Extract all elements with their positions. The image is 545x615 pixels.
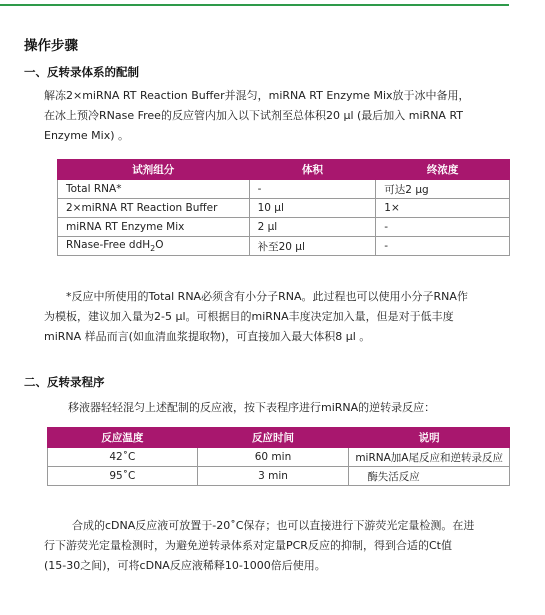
table-row bbox=[48, 448, 510, 467]
page-title: 操作步骤 bbox=[24, 38, 78, 54]
section1-title: 一、反转录体系的配制 bbox=[24, 65, 139, 79]
table-cell: 酶失活反应 bbox=[349, 467, 510, 486]
table-header-row bbox=[48, 428, 510, 448]
program-table bbox=[47, 427, 510, 486]
note-line: 为模板，建议加入量为2-5 μl。可根据目的miRNA丰度决定加入量，但是对于低丰度 bbox=[44, 310, 454, 323]
table-cell: Total RNA* bbox=[58, 180, 250, 199]
section1-note bbox=[44, 287, 524, 347]
note-line: miRNA 样品而言(如血清血浆提取物)，可直接加入最大体积8 μl 。 bbox=[44, 330, 371, 343]
table-row bbox=[58, 218, 510, 237]
table-cell: 2×miRNA RT Reaction Buffer bbox=[58, 199, 250, 218]
table-cell: - bbox=[376, 218, 510, 237]
column-header: 试剂组分 bbox=[58, 160, 250, 180]
closing-line: (15-30之间)，可将cDNA反应液稀释10-1000倍后使用。 bbox=[44, 559, 326, 572]
table-cell: 10 μl bbox=[249, 199, 376, 218]
table-row bbox=[48, 467, 510, 486]
section1-intro bbox=[44, 86, 524, 146]
table-row bbox=[58, 180, 510, 199]
closing-line: 合成的cDNA反应液可放置于-20˚C保存；也可以直接进行下游荧光定量检测。在进 bbox=[72, 519, 475, 532]
reagent-name: RNase-Free ddH bbox=[66, 238, 151, 251]
section1-intro-line: Enzyme Mix) 。 bbox=[44, 129, 130, 142]
table-cell: 1× bbox=[376, 199, 510, 218]
column-header: 反应温度 bbox=[48, 428, 198, 448]
table-cell: 2 μl bbox=[249, 218, 376, 237]
table-cell: - bbox=[376, 237, 510, 256]
table-row bbox=[58, 199, 510, 218]
table-cell: miRNA加A尾反应和逆转录反应 bbox=[349, 448, 510, 467]
subscript: 2 bbox=[150, 244, 156, 254]
section1-intro-line: 解冻2×miRNA RT Reaction Buffer并混匀，miRNA RT Enzyme Mix放于冰中备用， bbox=[44, 89, 470, 102]
table-header-row bbox=[58, 160, 510, 180]
table-cell: 95˚C bbox=[48, 467, 198, 486]
table-cell bbox=[58, 237, 250, 256]
table-row bbox=[58, 237, 510, 256]
table-cell: miRNA RT Enzyme Mix bbox=[58, 218, 250, 237]
table-cell: 60 min bbox=[197, 448, 349, 467]
top-divider bbox=[0, 4, 509, 6]
reagent-table bbox=[57, 159, 510, 256]
section2-title: 二、反转录程序 bbox=[24, 375, 105, 389]
table-cell: 3 min bbox=[197, 467, 349, 486]
closing-line: 行下游荧光定量检测时，为避免逆转录体系对定量PCR反应的抑制，得到合适的Ct值 bbox=[44, 539, 452, 552]
table-cell: 42˚C bbox=[48, 448, 198, 467]
note-line: *反应中所使用的Total RNA必须含有小分子RNA。此过程也可以使用小分子RNA作 bbox=[66, 290, 468, 303]
column-header: 说明 bbox=[349, 428, 510, 448]
column-header: 终浓度 bbox=[376, 160, 510, 180]
section2-closing bbox=[44, 516, 524, 576]
column-header: 反应时间 bbox=[197, 428, 349, 448]
section2-intro: 移液器轻轻混匀上述配制的反应液，按下表程序进行miRNA的逆转录反应： bbox=[68, 401, 436, 414]
column-header: 体积 bbox=[249, 160, 376, 180]
reagent-name-suffix: O bbox=[155, 238, 164, 251]
table-cell: 补至20 μl bbox=[249, 237, 376, 256]
table-cell: - bbox=[249, 180, 376, 199]
table-cell: 可达2 μg bbox=[376, 180, 510, 199]
section1-intro-line: 在冰上预冷RNase Free的反应管内加入以下试剂至总体积20 μl (最后加入 miRNA RT bbox=[44, 109, 464, 122]
